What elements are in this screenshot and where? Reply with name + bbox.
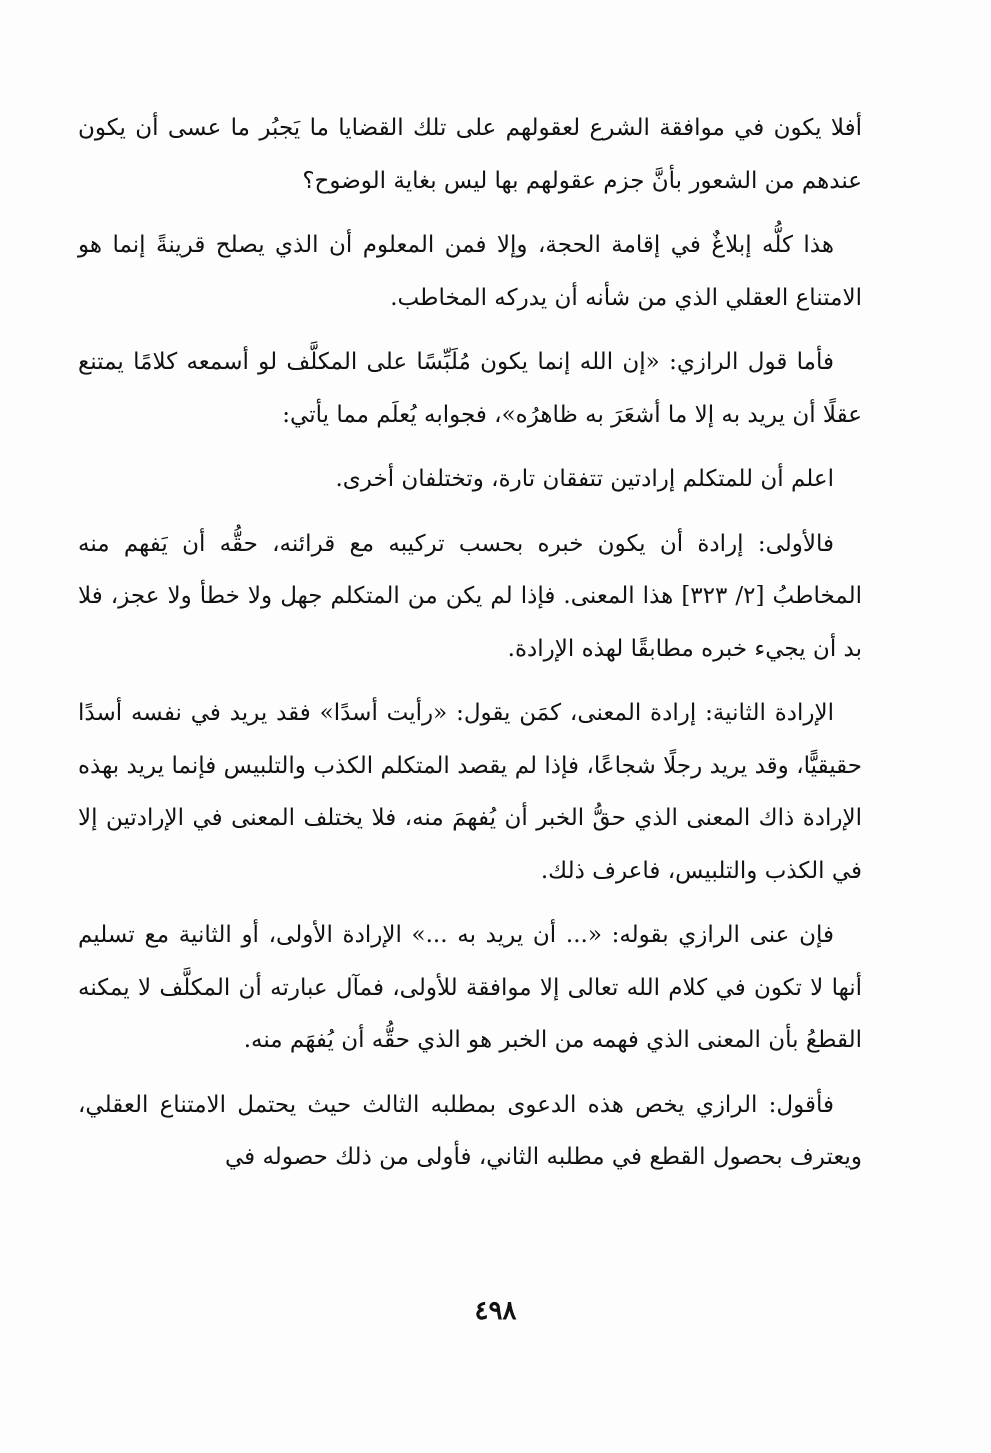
- body-text: [78, 102, 862, 1196]
- paragraph-8: فأقول: الرازي يخص هذه الدعوى بمطلبه الثالث حيث يحتمل الامتناع العقلي، ويعترف بحصول القطع في مطلبه الثاني، فأولى من ذلك حصوله في: [78, 1091, 862, 1170]
- paragraph-3: فأما قول الرازي: «إن الله إنما يكون مُلَبِّسًا على المكلَّف لو أسمعه كلامًا يمتنع عقلًا أن يريد به إلا ما أشعَرَ به ظاهرُه»، فجوابه يُعلَم مما يأتي:: [78, 349, 862, 428]
- paragraph-1: أفلا يكون في موافقة الشرع لعقولهم على تلك القضايا ما يَجبُر ما عسى أن يكون عندهم من الشعور بأنَّ جزم عقولهم بها ليس بغاية الوضوح؟: [78, 115, 862, 194]
- paragraph-6: الإرادة الثانية: إرادة المعنى، كمَن يقول: «رأيت أسدًا» فقد يريد في نفسه أسدًا حقيقيًّا، وقد يريد رجلًا شجاعًا، فإذا لم يقصد المتكلم الكذب والتلبيس فإنما يريد بهذه الإرادة ذاك المعنى الذي حقُّ الخبر أن يُفهمَ منه، فلا يختلف المعنى في الإرادتين إلا في الكذب والتلبيس، فاعرف ذلك.: [78, 700, 862, 884]
- paragraph-5: فالأولى: إرادة أن يكون خبره بحسب تركيبه مع قرائنه، حقُّه أن يَفهم منه المخاطبُ [٢/ ٣٢٣] هذا المعنى. فإذا لم يكن من المتكلم جهل ولا خطأ ولا عجز، فلا بد أن يجيء خبره مطابقًا لهذه الإرادة.: [78, 530, 862, 662]
- paragraph-4: اعلم أن للمتكلم إرادتين تتفقان تارة، وتختلفان أخرى.: [335, 466, 834, 492]
- paragraph-2: هذا كلُّه إبلاغٌ في إقامة الحجة، وإلا فمن المعلوم أن الذي يصلح قرينةً إنما هو الامتناع العقلي الذي من شأنه أن يدركه المخاطب.: [78, 232, 862, 311]
- paragraph-7: فإن عنى الرازي بقوله: «... أن يريد به ...» الإرادة الأولى، أو الثانية مع تسليم أنها لا تكون في كلام الله تعالى إلا موافقة للأولى، فمآل عبارته أن المكلَّف لا يمكنه القطعُ بأن المعنى الذي فهمه من الخبر هو الذي حقُّه أن يُفهَم منه.: [78, 922, 862, 1053]
- page-number: ٤٩٨: [474, 1296, 517, 1326]
